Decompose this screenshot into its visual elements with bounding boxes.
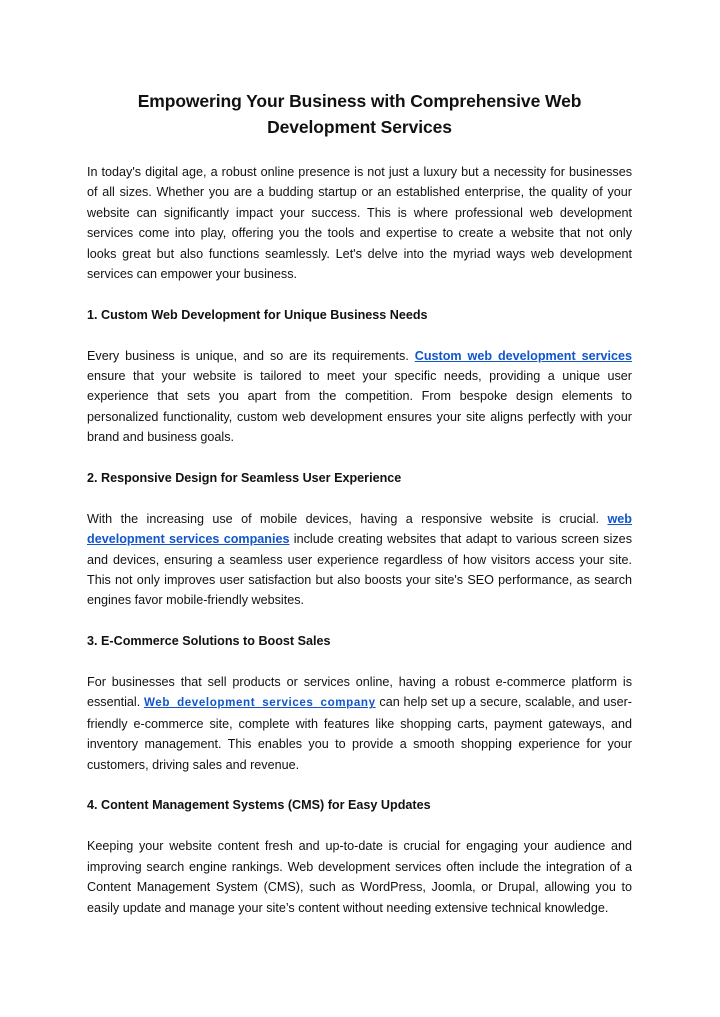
- section-paragraph-cms: Keeping your website content fresh and up-to-date is crucial for engaging your audience and improving search engine rankings. Web development services often include the integration of a Content Management System (CMS), such as WordPress, Joomla, or Drupal, allowing you to easily update and manage your site’s content without needing extensive technical knowledge.: [87, 839, 632, 915]
- section-paragraph-responsive-design: [87, 509, 632, 611]
- section-heading-custom-development: 1. Custom Web Development for Unique Business Needs: [87, 307, 428, 322]
- document-page: [87, 88, 632, 938]
- page-title: Empowering Your Business with Comprehensive Web Development Services: [137, 91, 582, 137]
- section-heading-ecommerce: 3. E-Commerce Solutions to Boost Sales: [87, 634, 331, 649]
- paragraph-text: ensure that your website is tailored to meet your specific needs, providing a unique user experience that sets you apart from the competition. From bespoke design elements to personalized functionality, custom web development ensures your site aligns perfectly with your brand and business goals.: [87, 369, 632, 445]
- section-paragraph-ecommerce: [87, 672, 632, 775]
- paragraph-text: Every business is unique, and so are its requirements.: [87, 348, 415, 363]
- custom-web-development-services-link[interactable]: Custom web development services: [414, 348, 632, 363]
- paragraph-text: With the increasing use of mobile devices, having a responsive website is crucial.: [87, 511, 608, 526]
- web-development-services-company-link[interactable]: Web development services company: [143, 696, 376, 710]
- section-paragraph-custom-development: [87, 346, 632, 448]
- section-heading-responsive-design: 2. Responsive Design for Seamless User Experience: [87, 471, 402, 486]
- paragraph-text: can help set up a secure, scalable, and user-friendly e-commerce site, complete with features like shopping carts, payment gateways, and inventory management. This enables you to provide a smooth shopping experience for your customers, driving sales and revenue.: [87, 695, 632, 772]
- web-development-services-companies-link[interactable]: web development services companies: [87, 511, 632, 547]
- section-heading-cms: 4. Content Management Systems (CMS) for Easy Updates: [87, 798, 431, 813]
- paragraph-text: include creating websites that adapt to various screen sizes and devices, ensuring a seamless user experience regardless of how visitors access your site. This not only improves user satisfaction but also boosts your site's SEO performance, as search engines favor mobile-friendly websites.: [87, 532, 632, 608]
- intro-paragraph: In today's digital age, a robust online presence is not just a luxury but a necessity for businesses of all sizes. Whether you are a budding startup or an established enterprise, the quality of your website can significantly impact your success. This is where professional web development services come into play, offering you the tools and expertise to create a website that not only looks great but also functions seamlessly. Let's delve into the myriad ways web development services can empower your business.: [87, 165, 632, 282]
- paragraph-text: For businesses that sell products or services online, having a robust e-commerce platform is essential.: [87, 675, 632, 710]
